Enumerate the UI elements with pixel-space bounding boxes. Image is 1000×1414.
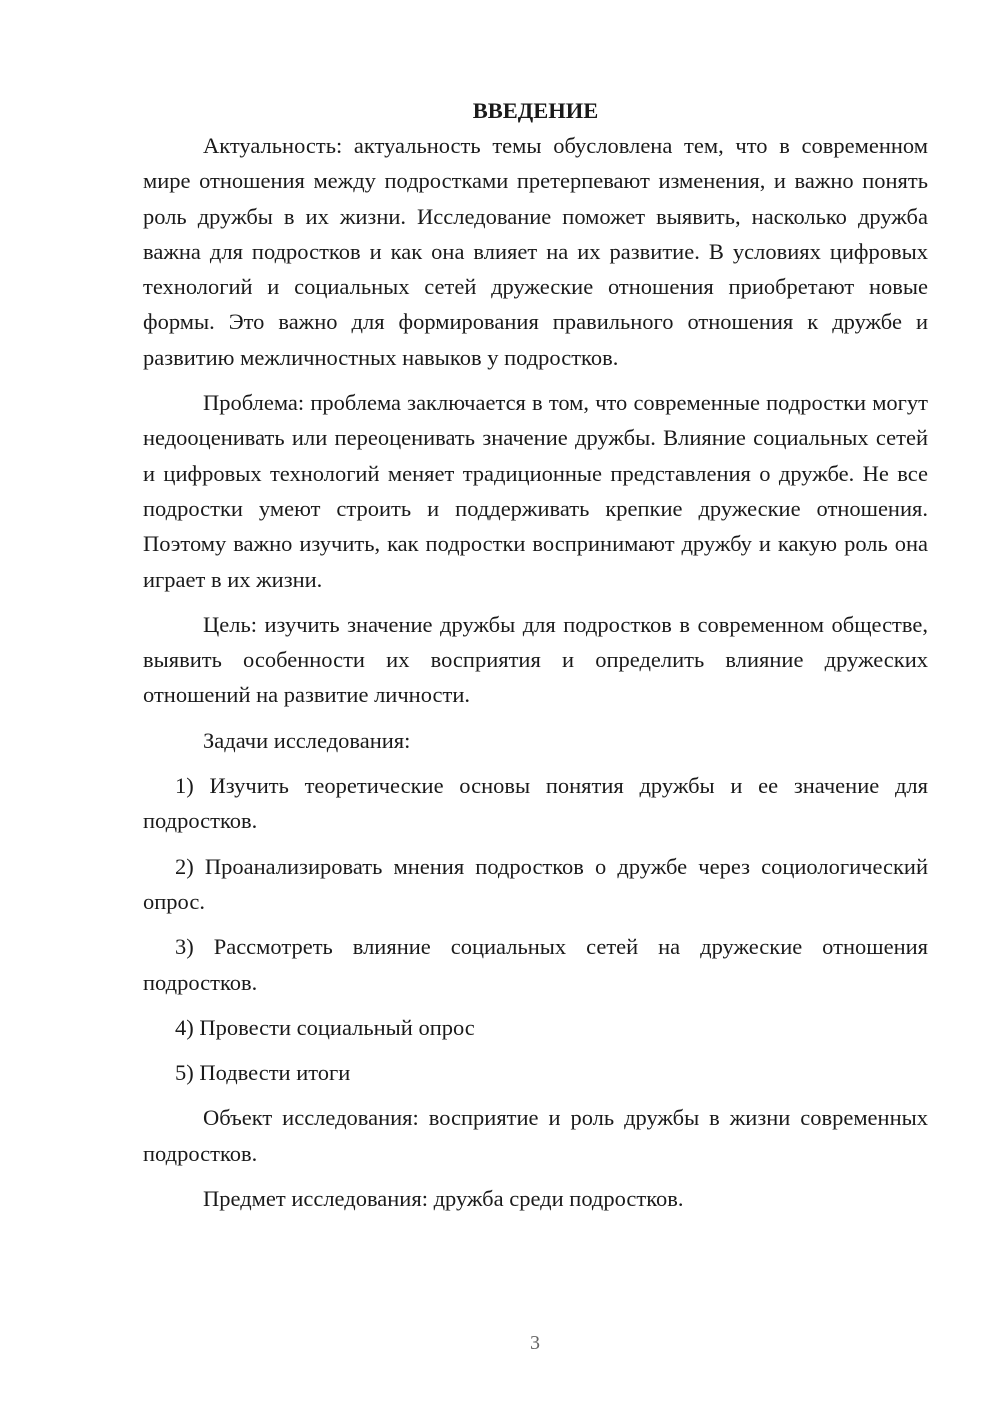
task-item-2: 2) Проанализировать мнения подростков о дружбе через социологический опрос. (143, 853, 928, 914)
task-item-4: 4) Провести социальный опрос (175, 1014, 475, 1040)
object-paragraph: Объект исследования: восприятие и роль дружбы в жизни современных подростков. (143, 1105, 928, 1166)
goal-paragraph: Цель: изучить значение дружбы для подростков в современном обществе, выявить особенности их восприятия и определить влияние дружеских отношений на развитие личности. (143, 611, 928, 708)
page-title: ВВЕДЕНИЕ (472, 98, 599, 123)
subject-paragraph: Предмет исследования: дружба среди подростков. (203, 1186, 684, 1212)
task-item-3: 3) Рассмотреть влияние социальных сетей на дружеские отношения подростков. (143, 934, 928, 995)
relevance-paragraph: Актуальность: актуальность темы обусловлена тем, что в современном мире отношения между подростками претерпевают изменения, и важно понять роль дружбы в их жизни. Исследование поможет выявить, насколько дружба важна для подростков и как она влияет на их развитие. В условиях цифровых технологий и социальных сетей дружеские отношения приобретают новые формы. Это важно для формирования правильного отношения к дружбе и развитию межличностных навыков у подростков. (143, 133, 928, 370)
problem-paragraph: Проблема: проблема заключается в том, что современные подростки могут недооценивать или переоценивать значение дружбы. Влияние социальных сетей и цифровых технологий меняет традиционные представления о дружбе. Не все подростки умеют строить и поддерживать крепкие дружеские отношения. Поэтому важно изучить, как подростки воспринимают дружбу и какую роль она играет в их жизни. (143, 390, 928, 592)
page-number: 3 (530, 1332, 540, 1354)
task-item-1: 1) Изучить теоретические основы понятия дружбы и ее значение для подростков. (143, 773, 928, 834)
tasks-heading: Задачи исследования: (203, 727, 411, 753)
document-body (143, 93, 928, 1226)
task-item-5: 5) Подвести итоги (175, 1060, 351, 1086)
